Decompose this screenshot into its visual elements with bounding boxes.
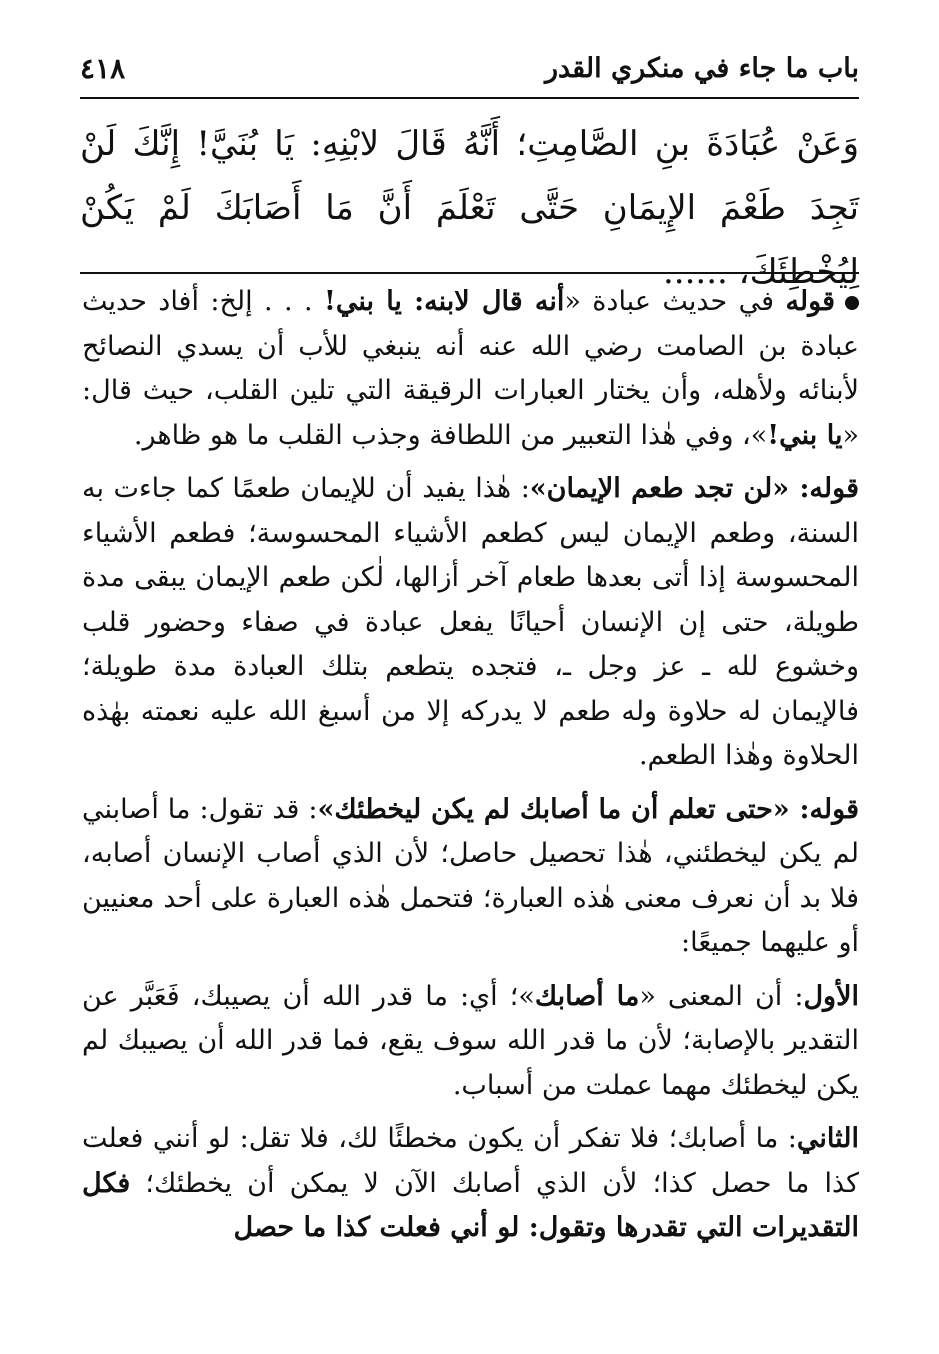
page-header <box>80 42 859 94</box>
paragraph-3-text: : قد تقول: ما أصابني لم يكن ليخطئني، هٰذا تحصيل حاصل؛ لأن الذي أصاب الإنسان أصابه، فلا بد أن نعرف معنى هٰذه العبارة؛ فتحمل هٰذه العبارة على أحد معنيين أو عليهما جميعًا: <box>82 793 859 958</box>
bullet-icon <box>845 296 859 310</box>
paragraph-4-lead: الأول <box>803 980 859 1012</box>
paragraph-1-text-a: في حديث عبادة « <box>564 286 786 317</box>
paragraph-1-quote: أنه قال لابنه: يا بني! <box>323 286 565 317</box>
paragraph-1-text-c: »، وفي هٰذا التعبير من اللطافة وجذب القلب ما هو ظاهر. <box>133 419 768 451</box>
section-rule <box>80 272 859 274</box>
paragraph-3-lead: قوله: «حتى تعلم أن ما أصابك لم يكن ليخطئك» <box>317 793 860 825</box>
hadith-text: وَعَنْ عُبَادَةَ بنِ الصَّامِتِ؛ أَنَّهُ قَالَ لابْنِهِ: يَا بُنَيَّ! إِنَّكَ لَنْ تَجِدَ طَعْمَ الإِيمَانِ حَتَّى تَعْلَمَ أَنَّ مَا أَصَابَكَ لَمْ يَكُنْ لِيُخْطِئَكَ، ...... <box>80 124 859 292</box>
paragraph-2-text: : هٰذا يفيد أن للإيمان طعمًا كما جاءت به السنة، وطعم الإيمان ليس كطعم الأشياء المحسوسة؛ فطعم الأشياء المحسوسة إذا أتى بعدها طعام آخر أزالها، لٰكن طعم الإيمان يبقى مدة طويلة، حتى إن الإنسان أحيانًا يفعل عبادة في صفاء وحضور قلب وخشوع لله ـ عز وجل ـ، فتجده يتطعم بتلك العبادة مدة طويلة؛ فالإيمان له حلاوة وله طعم لا يدركه إلا من أسبغ الله عليه نعمته بهٰذه الحلاوة وهٰذا الطعم. <box>82 473 859 771</box>
paragraph-1-text-b: . . . إلخ: أفاد حديث عبادة بن الصامت رضي الله عنه أنه ينبغي للأب أن يسدي النصائح لأبنائه ولأهله، وأن يختار العبارات الرقيقة التي تلين القلب، حيث قال: « <box>82 286 859 451</box>
paragraph-1-lead: قوله <box>785 286 836 317</box>
paragraph-5 <box>82 1117 859 1251</box>
paragraph-4-text-a: : أن المعنى « <box>639 980 804 1012</box>
header-rule <box>80 97 859 99</box>
paragraph-3 <box>82 788 859 966</box>
paragraph-2-lead: قوله: «لن تجد طعم الإيمان» <box>529 473 859 504</box>
paragraph-1 <box>82 280 859 458</box>
paragraph-5-text: : ما أصابك؛ فلا تفكر أن يكون مخطئًا لك، فلا تقل: لو أنني فعلت كذا ما حصل كذا؛ لأن الذي أصابك الآن لا يمكن أن يخطئك؛ <box>82 1123 859 1199</box>
paragraph-4 <box>82 975 859 1109</box>
running-title: باب ما جاء في منكري القدر <box>544 52 859 84</box>
commentary <box>82 280 859 1260</box>
page-number: ٤١٨ <box>80 51 126 85</box>
paragraph-4-quote: ما أصابك <box>534 980 640 1012</box>
paragraph-5-bold: فكل التقديرات التي تقدرها وتقول: لو أني فعلت كذا ما حصل <box>82 1167 859 1243</box>
paragraph-5-lead: الثاني <box>796 1123 859 1154</box>
paragraph-1-quote-2: يا بني! <box>767 419 843 451</box>
paragraph-2 <box>82 467 859 779</box>
paragraph-4-text-b: »؛ أي: ما قدر الله أن يصيبك، فَعَبَّر عن التقدير بالإصابة؛ لأن ما قدر الله سوف يقع، فما قدر الله أن يصيبك لم يكن ليخطئك مهما عملت من أسباب. <box>82 980 859 1101</box>
